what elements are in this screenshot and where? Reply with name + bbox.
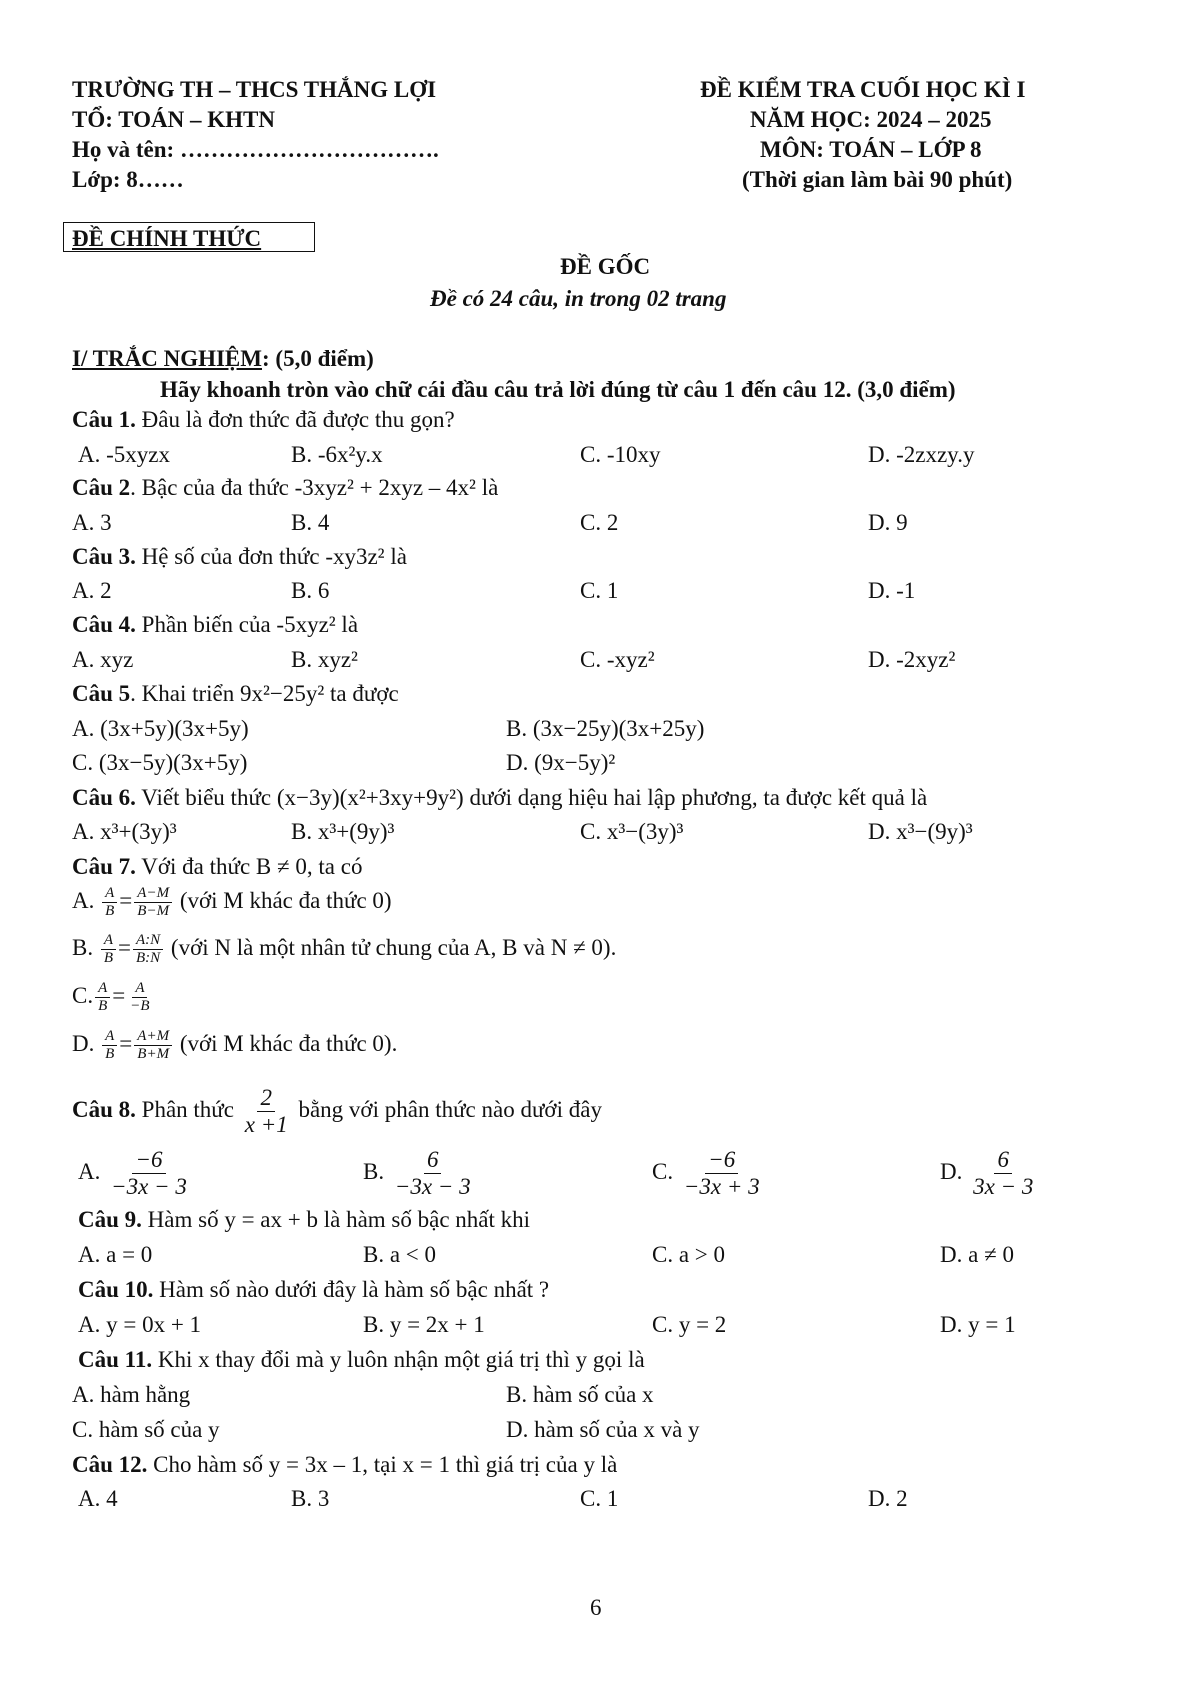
- q9-option-c[interactable]: C. a > 0: [652, 1242, 726, 1267]
- question-8: [72, 1085, 602, 1139]
- q7-option-a[interactable]: A. $\frac{A}{B}$ = $\frac{A-M}{B-M}$ (với M khác đa thức 0): [72, 885, 392, 920]
- q10-option-b[interactable]: B. y = 2x + 1: [363, 1312, 485, 1337]
- q6-option-c[interactable]: C. x³−(3y)³: [580, 819, 684, 844]
- q5-option-a[interactable]: A. (3x+5y)(3x+5y): [72, 716, 249, 741]
- q3-option-b[interactable]: B. 6: [291, 578, 330, 603]
- q11-text: Khi x thay đổi mà y luôn nhận một giá trị thì y gọi là: [152, 1347, 645, 1372]
- q8-c-letter: C.: [652, 1159, 679, 1185]
- q5-option-d[interactable]: D. (9x−5y)²: [506, 750, 616, 775]
- q8-fraction: $\frac{2}{x +1}$: [244, 1085, 288, 1138]
- q12-option-b[interactable]: B. 3: [291, 1486, 330, 1511]
- q6-option-b[interactable]: B. x³+(9y)³: [291, 819, 395, 844]
- q7-b-note: (với N là một nhân tử chung của A, B và N ≠ 0).: [165, 935, 617, 961]
- q5-number: Câu 5: [72, 681, 131, 706]
- page-number: 6: [590, 1595, 602, 1620]
- question-7: [72, 853, 362, 881]
- q11-option-d[interactable]: D. hàm số của x và y: [506, 1417, 700, 1442]
- q8-b-letter: B.: [363, 1159, 390, 1185]
- q4-option-a[interactable]: A. xyz: [72, 647, 134, 672]
- q1-text: Đâu là đơn thức đã được thu gọn?: [135, 407, 455, 432]
- section-label: I/ TRẮC NGHIỆM: [72, 346, 262, 371]
- q8-d-fraction: $\frac{6}{3x - 3}$: [973, 1147, 1034, 1200]
- q8-text: Phân thức: [135, 1097, 240, 1123]
- section-heading: [72, 345, 374, 373]
- section-instruction: Hãy khoanh tròn vào chữ cái đầu câu trả lời đúng từ câu 1 đến câu 12. (3,0 điểm): [160, 377, 956, 402]
- q5-option-c[interactable]: C. (3x−5y)(3x+5y): [72, 750, 248, 775]
- q11-option-c[interactable]: C. hàm số của y: [72, 1417, 220, 1442]
- q9-option-d[interactable]: D. a ≠ 0: [940, 1242, 1014, 1267]
- q3-number: Câu 3.: [72, 544, 136, 569]
- q7-a-letter: A.: [72, 888, 95, 914]
- question-2: [72, 474, 498, 502]
- q6-number: Câu 6.: [72, 785, 136, 810]
- duration: (Thời gian làm bài 90 phút): [742, 167, 1013, 192]
- q7-c-fraction-right: $\frac{A}{-B}$: [130, 980, 150, 1015]
- question-5: [72, 680, 399, 708]
- q11-option-b[interactable]: B. hàm số của x: [506, 1382, 654, 1407]
- q7-option-c[interactable]: C. $\frac{A}{B}$ = $\frac{A}{-B}$: [72, 980, 155, 1016]
- q7-d-note: (với M khác đa thức 0).: [174, 1031, 398, 1057]
- q7-b-letter: B.: [72, 935, 94, 961]
- q10-text: Hàm số nào dưới đây là hàm số bậc nhất ?: [153, 1277, 550, 1302]
- q6-option-d[interactable]: D. x³−(9y)³: [868, 819, 973, 844]
- q9-text: Hàm số y = ax + b là hàm số bậc nhất khi: [141, 1207, 531, 1232]
- q2-option-c[interactable]: C. 2: [580, 510, 619, 535]
- doc-subtitle: Đề có 24 câu, in trong 02 trang: [430, 286, 727, 311]
- official-label: ĐỀ CHÍNH THỨC: [72, 226, 262, 251]
- subject: MÔN: TOÁN – LỚP 8: [760, 137, 982, 162]
- q4-text: Phần biến của -5xyz² là: [135, 612, 359, 637]
- q2-option-a[interactable]: A. 3: [72, 510, 112, 535]
- q7-b-fraction-right: $\frac{A:N}{B:N}$: [133, 932, 163, 968]
- q11-option-a[interactable]: A. hàm hằng: [72, 1382, 191, 1407]
- q7-text: Với đa thức B ≠ 0, ta có: [135, 854, 363, 879]
- q8-number: Câu 8.: [72, 1097, 136, 1123]
- q8-option-d[interactable]: [940, 1147, 1038, 1201]
- q8-c-fraction: $\frac{-6}{-3x + 3}$: [683, 1147, 760, 1200]
- q7-a-fraction-left: $\frac{A}{B}$: [102, 885, 117, 921]
- q6-text: Viết biểu thức (x−3y)(x²+3xy+9y²) dưới dạng hiệu hai lập phương, ta được kết quả là: [135, 785, 928, 810]
- exam-title: ĐỀ KIỂM TRA CUỐI HỌC KÌ I: [700, 77, 1026, 102]
- q10-option-c[interactable]: C. y = 2: [652, 1312, 727, 1337]
- q4-option-b[interactable]: B. xyz²: [291, 647, 358, 672]
- section-points: : (5,0 điểm): [262, 346, 374, 371]
- q11-number: Câu 11.: [78, 1347, 153, 1372]
- q8-a-fraction: $\frac{-6}{-3x - 3}$: [111, 1147, 187, 1200]
- q1-number: Câu 1.: [72, 407, 136, 432]
- question-11: [78, 1346, 645, 1374]
- q2-number: Câu 2: [72, 475, 131, 500]
- q10-option-a[interactable]: A. y = 0x + 1: [78, 1312, 202, 1337]
- q2-option-b[interactable]: B. 4: [291, 510, 330, 535]
- q8-b-fraction: $\frac{6}{-3x - 3}$: [394, 1147, 471, 1200]
- q7-b-fraction-left: $\frac{A}{B}$: [101, 932, 116, 968]
- q9-option-b[interactable]: B. a < 0: [363, 1242, 437, 1267]
- q1-option-d[interactable]: D. -2zxzy.y: [868, 442, 975, 467]
- q5-option-b[interactable]: B. (3x−25y)(3x+25y): [506, 716, 705, 741]
- q7-d-fraction-right: $\frac{A+M}{B+M}$: [134, 1028, 172, 1064]
- q2-option-d[interactable]: D. 9: [868, 510, 908, 535]
- student-name-line: Họ và tên: …………………………….: [72, 137, 439, 162]
- question-12: [72, 1451, 617, 1479]
- question-4: [72, 611, 358, 639]
- q8-option-a[interactable]: [78, 1147, 192, 1201]
- q12-option-d[interactable]: D. 2: [868, 1486, 908, 1511]
- q12-option-c[interactable]: C. 1: [580, 1486, 619, 1511]
- q4-number: Câu 4.: [72, 612, 136, 637]
- q12-option-a[interactable]: A. 4: [78, 1486, 118, 1511]
- q3-text: Hệ số của đơn thức -xy3z² là: [135, 544, 407, 569]
- doc-title: ĐỀ GỐC: [560, 254, 651, 279]
- q12-text: Cho hàm số y = 3x – 1, tại x = 1 thì giá trị của y là: [147, 1452, 618, 1477]
- q7-a-note: (với M khác đa thức 0): [174, 888, 392, 914]
- q3-option-a[interactable]: A. 2: [72, 578, 112, 603]
- q8-text-after: bằng với phân thức nào dưới đây: [292, 1097, 602, 1123]
- q9-number: Câu 9.: [78, 1207, 142, 1232]
- question-6: [72, 784, 927, 812]
- q6-option-a[interactable]: A. x³+(3y)³: [72, 819, 177, 844]
- q7-d-fraction-left: $\frac{A}{B}$: [102, 1028, 117, 1064]
- class-line: Lớp: 8……: [72, 167, 184, 192]
- q3-option-c[interactable]: C. 1: [580, 578, 619, 603]
- q7-c-fraction-left: $\frac{A}{B}$: [95, 980, 110, 1016]
- q7-option-d[interactable]: D. $\frac{A}{B}$ = $\frac{A+M}{B+M}$ (với M khác đa thức 0).: [72, 1028, 398, 1063]
- q7-d-letter: D.: [72, 1031, 95, 1057]
- q3-option-d[interactable]: D. -1: [868, 578, 916, 603]
- department: TỔ: TOÁN – KHTN: [72, 107, 275, 132]
- q4-option-c[interactable]: C. -xyz²: [580, 647, 655, 672]
- q8-option-b[interactable]: [363, 1147, 476, 1201]
- q8-option-c[interactable]: [652, 1147, 765, 1201]
- q7-c-letter: C.: [72, 983, 94, 1009]
- q5-text: . Khai triển 9x²−25y² ta được: [130, 681, 399, 706]
- q9-option-a[interactable]: A. a = 0: [78, 1242, 153, 1267]
- q7-number: Câu 7.: [72, 854, 136, 879]
- q12-number: Câu 12.: [72, 1452, 148, 1477]
- q7-a-fraction-right: $\frac{A-M}{B-M}$: [134, 885, 172, 921]
- q8-a-letter: A.: [78, 1159, 107, 1185]
- q10-option-d[interactable]: D. y = 1: [940, 1312, 1016, 1337]
- q10-number: Câu 10.: [78, 1277, 154, 1302]
- school-name: TRƯỜNG TH – THCS THẮNG LỢI: [72, 77, 437, 102]
- q8-d-letter: D.: [940, 1159, 969, 1185]
- question-1: [72, 406, 455, 434]
- q1-option-c[interactable]: C. -10xy: [580, 442, 661, 467]
- q4-option-d[interactable]: D. -2xyz²: [868, 647, 956, 672]
- question-3: [72, 543, 407, 571]
- school-year: NĂM HỌC: 2024 – 2025: [750, 107, 992, 132]
- question-10: [78, 1276, 549, 1304]
- q1-option-b[interactable]: B. -6x²y.x: [291, 442, 383, 467]
- question-9: [78, 1206, 530, 1234]
- q7-option-b[interactable]: B. $\frac{A}{B}$ = $\frac{A:N}{B:N}$ (với N là một nhân tử chung của A, B và N ≠ 0).: [72, 932, 617, 967]
- q1-option-a[interactable]: A. -5xyzx: [78, 442, 170, 467]
- q2-text: . Bậc của đa thức -3xyz² + 2xyz – 4x² là: [130, 475, 499, 500]
